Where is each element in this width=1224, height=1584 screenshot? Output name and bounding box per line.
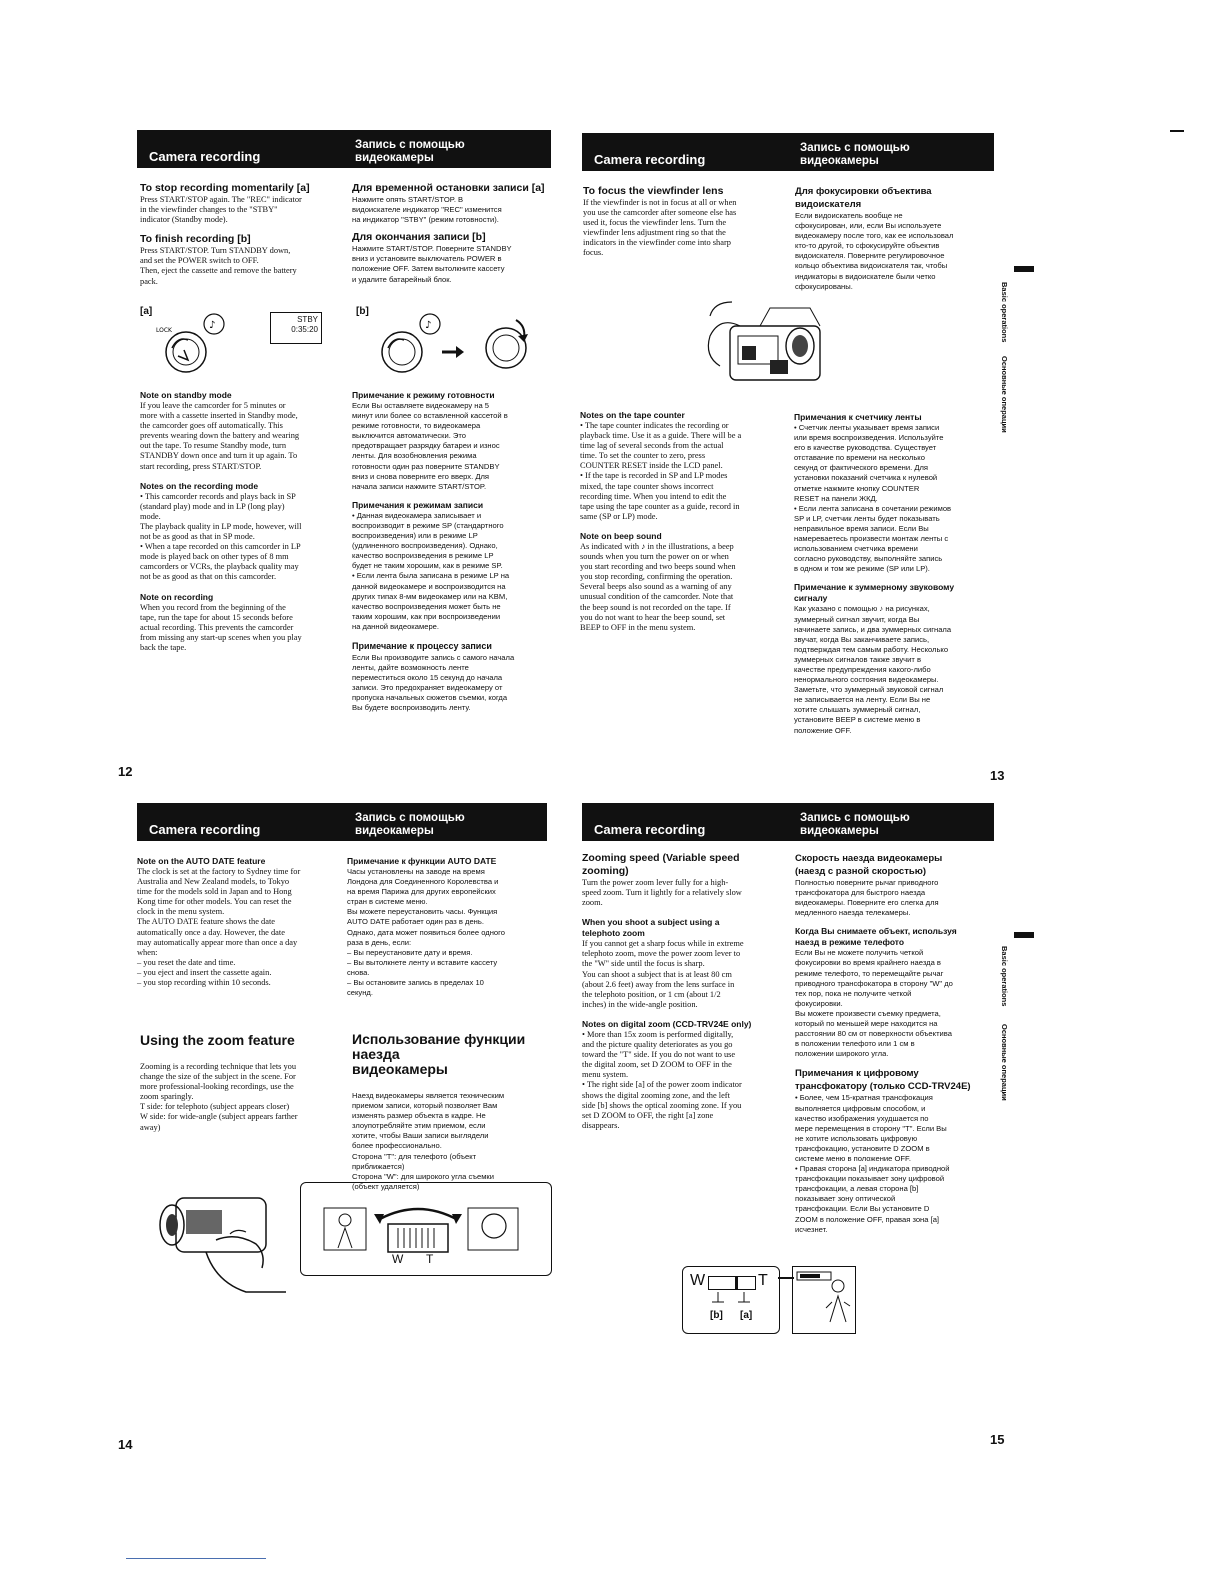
side-label-en: Basic operations [1000, 282, 1009, 343]
header-ru: Запись с помощью видеокамеры [800, 812, 910, 837]
indicator-label-b: [b] [710, 1310, 723, 1321]
heading: Notes on the recording mode [140, 480, 259, 491]
side-label-ru: Основные операции [1000, 1024, 1009, 1101]
paragraph: Если Вы оставляете видеокамеру на 5 минут или более со вставленной кассетой в режиме готовности, то видеокамера выключится автоматически. Это предотвращает разрядку батареи и износ ленты. Для возобновления режима готовности один раз поверните STANDBY вниз и снова поверните его вверх. Для начала записи нажмите START/STOP. [352, 401, 508, 491]
heading: Note on standby mode [140, 390, 232, 400]
heading: Note on the AUTO DATE feature [137, 856, 266, 866]
paragraph: If you cannot get a sharp focus while in extreme telephoto zoom, move the power zoom lever to the "W" side until the focus is sharp. You can shoot a subject that is at least 80 cm (about 2.6 feet) away from the lens surface in the telephoto position, or 1 cm (about 1/2 inches) in the wide-angle position. [582, 939, 744, 1009]
paragraph: Press START/STOP again. The "REC" indicator in the viewfinder changes to the "STBY" indicator (Standby mode). [140, 195, 302, 225]
page-number: 15 [990, 1432, 1005, 1447]
heading: To finish recording [b] [140, 233, 251, 246]
header-en: Camera recording [149, 149, 261, 164]
zoom-indicator-t: T [758, 1272, 768, 1289]
paragraph: Если видоискатель вообще не сфокусирован, или, если Вы используете видеокамеру после того, как ее использовал кто-то другой, то сфокусируйте объектив видоискателя. Поверните регулировочное кольцо объектива видоискателя так, чтобы индикаторы в видоискателе были четко сфокусированы. [795, 211, 954, 291]
lcd-display [270, 312, 322, 344]
paragraph: • This camcorder records and plays back in SP (standard play) mode and in LP (long play) mode. The playback quality in LP mode, however, will not be as good as that in SP mode. • When a tape recorded on this camcorder in LP mode is played back on other types of 8 mm camcorders or VCRs, the playback quality may not be as good as that on this camcorder. [140, 491, 302, 582]
paragraph: Turn the power zoom lever fully for a high- speed zoom. Turn it lightly for a relatively slow zoom. [582, 878, 742, 908]
paragraph: When you record from the beginning of the tape, run the tape for about 15 seconds before actual recording. This prevents the camcorder from missing any start-up scenes when you play back the tape. [140, 602, 302, 652]
paragraph: Как указано с помощью ♪ на рисунках, зуммерный сигнал звучит, когда Вы начинаете запись, и два зуммерных сигнала звучат, когда Вы заканчиваете запись, подтверждая тем самым работу. Несколько зуммерных сигналов также звучит в качестве предупреждения какого-либо ненормального состояния видеокамеры. Заметьте, что зуммерный звуковой сигнал не записывается на ленту. Если Вы не хотите слышать зуммерный сигнал, установите BEEP в системе меню в положение OFF. [794, 604, 952, 735]
paragraph: Zooming is a recording technique that lets you change the size of the subject in the scene. For more professional-looking recordings, use the zoom sparingly. T side: for telephoto (subject appears closer) W side: for wide-angle (subject appears farther away) [140, 1062, 298, 1132]
side-label-ru: Основные операции [1000, 356, 1009, 433]
svg-text:LOCK: LOCK [156, 327, 172, 334]
page-number: 12 [118, 764, 133, 779]
footer-rule [126, 1558, 266, 1559]
paragraph: If you leave the camcorder for 5 minutes or more with a cassette inserted in Standby mode, the camcorder goes off automatically. This prevents wearing down the battery and wearing out the tape. To resume Standby mode, turn STANDBY down once and turn it up again. To start recording, press START/STOP. [140, 401, 300, 471]
heading: Note on recording [140, 591, 214, 602]
header-en: Camera recording [149, 822, 261, 837]
heading: Когда Вы снимаете объект, используя наезд в режиме телефото [795, 926, 957, 948]
paragraph: Если Вы не можете получить четкой фокусировки во время крайнего наезда в режиме телефото, то перемещайте рычаг приводного трансфокатора в сторону "W" до тех пор, пока не получите четкой фокусировки. Вы можете произвести съемку предмета, который по меньшей мере находится на расстоянии 80 см от поверхности объектива в положении телефото или 1 см в положении широкого угла. [795, 948, 953, 1059]
section-title: Using the zoom feature [140, 1032, 295, 1048]
zoom-w-label: W [392, 1252, 404, 1266]
indicator-callouts [700, 1292, 760, 1310]
paragraph: Если Вы производите запись с самого начала ленты, дайте возможность ленте переместиться около 15 секунд до начала записи. Это предохраняет видеокамеру от пропуска начальных сюжетов съемки, когда Вы будете воспроизводить ленту. [352, 652, 515, 713]
heading: Примечания к счетчику ленты [794, 412, 922, 422]
hand-camcorder-illustration [146, 1180, 306, 1300]
heading: To stop recording momentarily [a] [140, 182, 310, 194]
paragraph: • Более, чем 15-кратная трансфокация выполняется цифровым способом, и качество изображения ухудшается по мере перемещения в сторону "T". Если Вы не хотите использовать цифровую трансфокацию, установите D ZOOM в системе меню в положение OFF. • Правая сторона [a] индикатора приводной трансфокации показывает зону цифровой трансфокации, а левая сторона [b] показывает зону оптической трансфокации. Если Вы установите D ZOOM в положение OFF, правая зона [a] исчезнет. [795, 1093, 950, 1234]
standby-dial-illustration [150, 310, 240, 380]
indicator-label-a: [a] [740, 1310, 753, 1321]
paragraph: • Счетчик ленты указывает время записи или время воспроизведения. Используйте его в качестве руководства. Существует отставание по времени на несколько секунд от фактического времени. Для установки показаний счетчика к нулевой отметке нажмите кнопку COUNTER RESET на панели ЖКД. • Если лента записана в сочетании режимов SP и LP, счетчик ленты будет показывать неправильное время записи. Если Вы намереваетесь произвести монтаж ленты с использованием счетчика времени согласно руководству, выполняйте запись в одном и том же режиме (SP или LP). [794, 423, 952, 574]
figure-label-a: [a] [140, 306, 153, 317]
paragraph: The clock is set at the factory to Sydney time for Australia and New Zealand models, to Tokyo time for the models sold in Japan and to Hong Kong time for other models. You can reset the clock in the menu system. The AUTO DATE feature shows the date automatically once a day. However, the date may automatically appear more than once a day when: – you reset the date and time. – you eject and insert the cassette again. – you stop recording within 10 seconds. [137, 867, 301, 988]
heading: Notes on digital zoom (CCD-TRV24E only) [582, 1018, 752, 1029]
header-ru: Запись с помощью видеокамеры [355, 812, 465, 837]
header-ru: Запись с помощью видеокамеры [800, 142, 910, 167]
paragraph: Нажмите опять START/STOP. В видоискателе индикатор "REC" изменится на индикатор "STBY" (режим готовности). [352, 195, 502, 225]
header-en: Camera recording [594, 152, 706, 167]
viewfinder-preview [794, 1268, 852, 1330]
paragraph: If the viewfinder is not in focus at all or when you use the camcorder after someone else has used it, focus the viewfinder lens. Turn the viewfinder lens adjustment ring so that the indicators in the viewfinder come into sharp focus. [583, 198, 737, 258]
paragraph: Полностью поверните рычаг приводного трансфокатора для быстрого наезда видеокамеры. Поверните его слегка для медленного наезда телекамеры. [795, 878, 939, 918]
heading: Note on beep sound [580, 530, 662, 541]
section-header-bar [582, 803, 994, 841]
lcd-stby: STBY [297, 315, 318, 324]
camcorder-viewfinder-illustration [700, 296, 840, 396]
paragraph: Наезд видеокамеры является техническим приемом записи, который позволяет Вам изменять размер объекта в кадре. Не злоупотребляйте этим приемом, если хотите, чтобы Ваши записи выглядели более профессионально. Сторона "T": для телефото (объект приближается) Сторона "W": для широкого угла съемки (объект удаляется) [352, 1091, 505, 1191]
heading: Примечание к зуммерному звуковому сигналу [794, 582, 955, 604]
zoom-indicator-bar [708, 1276, 756, 1290]
section-tab [1014, 932, 1034, 938]
paragraph: • More than 15x zoom is performed digitally, and the picture quality deteriorates as you go toward the "T" side. If you do not want to use the digital zoom, set D ZOOM to OFF in the menu system. • The right side [a] of the power zoom indicator shows the digital zooming zone, and the left side [b] shows the optical zooming zone. If you set D ZOOM to OFF, the right [a] zone disappears. [582, 1029, 742, 1130]
section-tab [1014, 266, 1034, 272]
heading: To focus the viewfinder lens [583, 185, 724, 197]
header-ru: Запись с помощью видеокамеры [355, 139, 465, 164]
lcd-time: 0:35:20 [291, 325, 318, 334]
heading: Примечание к режиму готовности [352, 390, 495, 400]
header-en: Camera recording [594, 822, 706, 837]
zoom-indicator-w: W [690, 1272, 706, 1289]
heading: Для временной остановки записи [a] [352, 182, 545, 194]
page-number: 13 [990, 768, 1005, 783]
heading: Для окончания записи [b] [352, 231, 486, 244]
heading: When you shoot a subject using a telephoto zoom [582, 917, 720, 939]
heading: Примечание к функции AUTO DATE [347, 856, 497, 866]
section-header-bar [137, 803, 547, 841]
heading: Примечание к процессу записи [352, 640, 492, 651]
figure-label-b: [b] [356, 306, 369, 317]
heading: Примечания к режимам записи [352, 499, 484, 510]
paragraph: • The tape counter indicates the recording or playback time. Use it as a guide. There will be a time lag of several seconds from the actual time. To set the counter to zero, press COUNTER RESET inside the LCD panel. • If the tape is recorded in SP and LP modes mixed, the tape counter shows incorrect recording time. When you intend to edit the tape using the tape counter as a guide, record in same (SP or LP) mode. [580, 421, 742, 521]
paragraph: Нажмите START/STOP. Поверните STANDBY вниз и установите выключатель POWER в положение OFF. Затем вытолкните кассету и удалите батарейный блок. [352, 244, 512, 284]
zoom-t-label: T [426, 1252, 434, 1266]
page-number: 14 [118, 1437, 133, 1452]
paragraph: Часы установлены на заводе на время Лондона для Соединенного Королевства и на время Парижа для других европейских стран в системе меню. Вы можете переустановить часы. Функция AUTO DATE работает один раз в день. Однако, дата может появиться более одного раза в день, если: – Вы переустановите дату и время. – Вы вытолкнете ленту и вставите кассету снова. – Вы остановите запись в пределах 10 секунд. [347, 867, 505, 998]
svg-text:♪: ♪ [209, 320, 216, 331]
section-title: Использование функции наезда видеокамеры [352, 1031, 526, 1077]
paragraph: Press START/STOP. Turn STANDBY down, and set the POWER switch to OFF. Then, eject the cassette and remove the battery pack. [140, 246, 297, 286]
paragraph: • Данная видеокамера записывает и воспроизводит в режиме SP (стандартного воспроизведения) или в режиме LP (удлиненного воспроизведения). Однако, качество воспроизведения в режиме LP будет не таким хорошим, как в режиме SP. • Если лента была записана в режиме LP на данной видеокамере и воспроизводится на других типах 8-мм видеокамер или на KBM, качество воспроизведения может быть не таким хорошим, как при воспроизведении на данной видеокамере. [352, 510, 510, 631]
heading: Notes on the tape counter [580, 410, 685, 420]
heading: Zooming speed (Variable speed zooming) [582, 852, 740, 877]
edge-mark [1170, 130, 1184, 132]
finish-dial-illustration [366, 308, 546, 380]
section-header-bar [137, 130, 551, 168]
heading: Для фокусировки объектива видоискателя [795, 186, 932, 210]
paragraph: As indicated with ♪ in the illustrations, a beep sounds when you turn the power on or when you start recording and two beeps sound when you stop recording, confirming the operation. Several beeps also sound as a warning of any unusual condition of the camcorder. Note that the beep sound is not recorded on the tape. If you do not want to hear the beep sound, set BEEP to OFF in the menu system. [580, 541, 736, 632]
section-header-bar [582, 133, 994, 171]
heading: Скорость наезда видеокамеры (наезд с разной скоростью) [795, 853, 943, 877]
heading: Примечания к цифровому трансфокатору (только CCD-TRV24E) [795, 1068, 971, 1093]
svg-text:♪: ♪ [425, 320, 432, 331]
side-label-en: Basic operations [1000, 946, 1009, 1007]
